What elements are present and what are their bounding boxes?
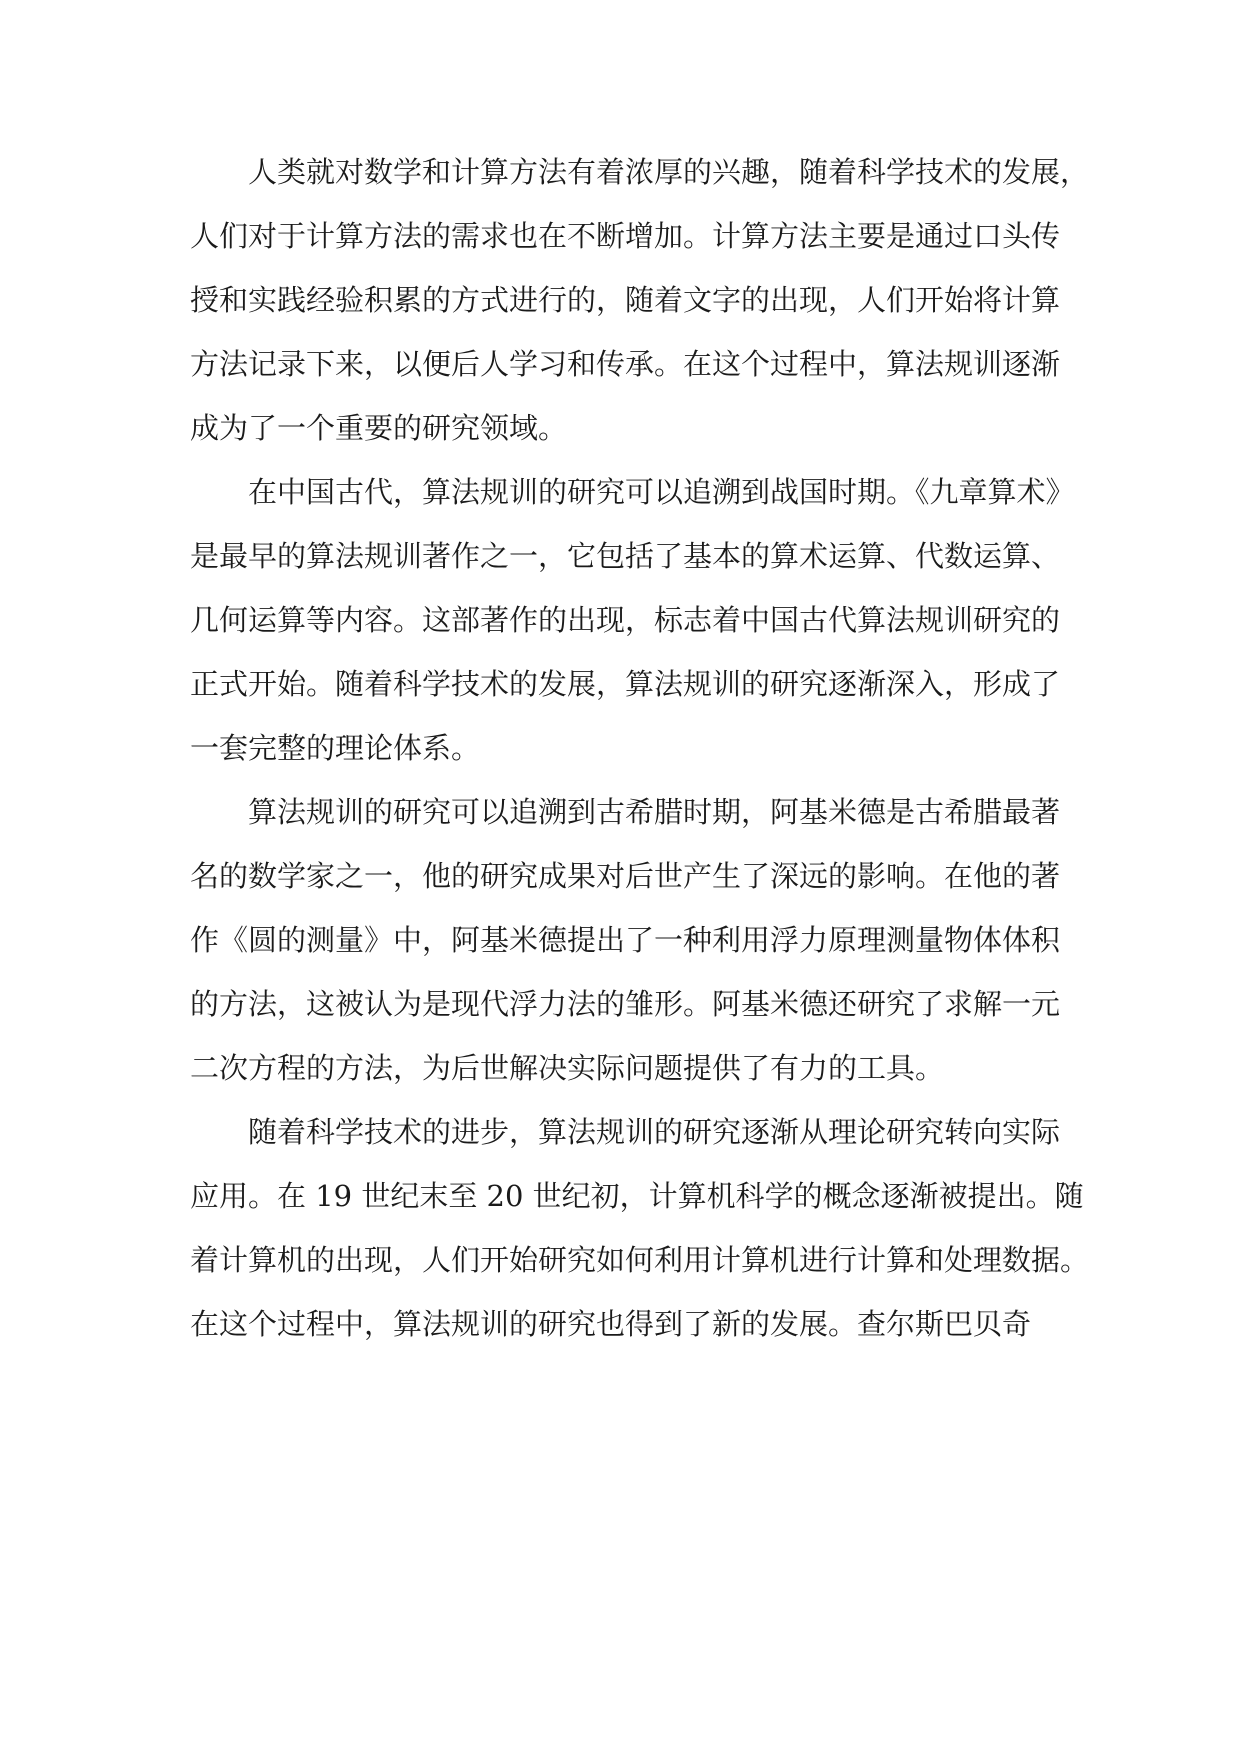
- paragraph-line: 人们对于计算方法的需求也在不断增加。计算方法主要是通过口头传: [190, 219, 1061, 253]
- paragraph-line: 的方法，这被认为是现代浮力法的雏形。阿基米德还研究了求解一元: [190, 987, 1061, 1021]
- paragraph-line: 着计算机的出现，人们开始研究如何利用计算机进行计算和处理数据。: [190, 1243, 1090, 1277]
- paragraph-2: [190, 460, 1075, 780]
- paragraph-line: 应用。在 19 世纪末至 20 世纪初，计算机科学的概念逐渐被提出。随: [190, 1179, 1084, 1213]
- paragraph-line: 在这个过程中，算法规训的研究也得到了新的发展。查尔斯巴贝奇: [190, 1307, 1032, 1341]
- paragraph-line: 名的数学家之一，他的研究成果对后世产生了深远的影响。在他的著: [190, 859, 1061, 893]
- body-text: [190, 140, 1090, 1356]
- paragraph-line: 作《圆的测量》中，阿基米德提出了一种利用浮力原理测量物体体积: [190, 923, 1061, 957]
- paragraph-4: [190, 1100, 1090, 1356]
- paragraph-line: 成为了一个重要的研究领域。: [190, 411, 568, 445]
- paragraph-line: 在中国古代，算法规训的研究可以追溯到战国时期。《九章算术》: [248, 475, 1075, 509]
- paragraph-line: 二次方程的方法，为后世解决实际问题提供了有力的工具。: [190, 1051, 945, 1085]
- paragraph-1: [190, 140, 1090, 460]
- paragraph-line: 随着科学技术的进步，算法规训的研究逐渐从理论研究转向实际: [248, 1115, 1061, 1149]
- paragraph-line: 方法记录下来，以便后人学习和传承。在这个过程中，算法规训逐渐: [190, 347, 1061, 381]
- paragraph-3: [190, 780, 1070, 1100]
- paragraph-line: 算法规训的研究可以追溯到古希腊时期，阿基米德是古希腊最著: [248, 795, 1061, 829]
- paragraph-line: 是最早的算法规训著作之一，它包括了基本的算术运算、代数运算、: [190, 539, 1061, 573]
- paragraph-line: 几何运算等内容。这部著作的出现，标志着中国古代算法规训研究的: [190, 603, 1061, 637]
- paragraph-line: 正式开始。随着科学技术的发展，算法规训的研究逐渐深入，形成了: [190, 667, 1061, 701]
- paragraph-line: 人类就对数学和计算方法有着浓厚的兴趣，随着科学技术的发展，: [248, 155, 1090, 189]
- paragraph-line: 一套完整的理论体系。: [190, 731, 481, 765]
- paragraph-line: 授和实践经验积累的方式进行的，随着文字的出现，人们开始将计算: [190, 283, 1061, 317]
